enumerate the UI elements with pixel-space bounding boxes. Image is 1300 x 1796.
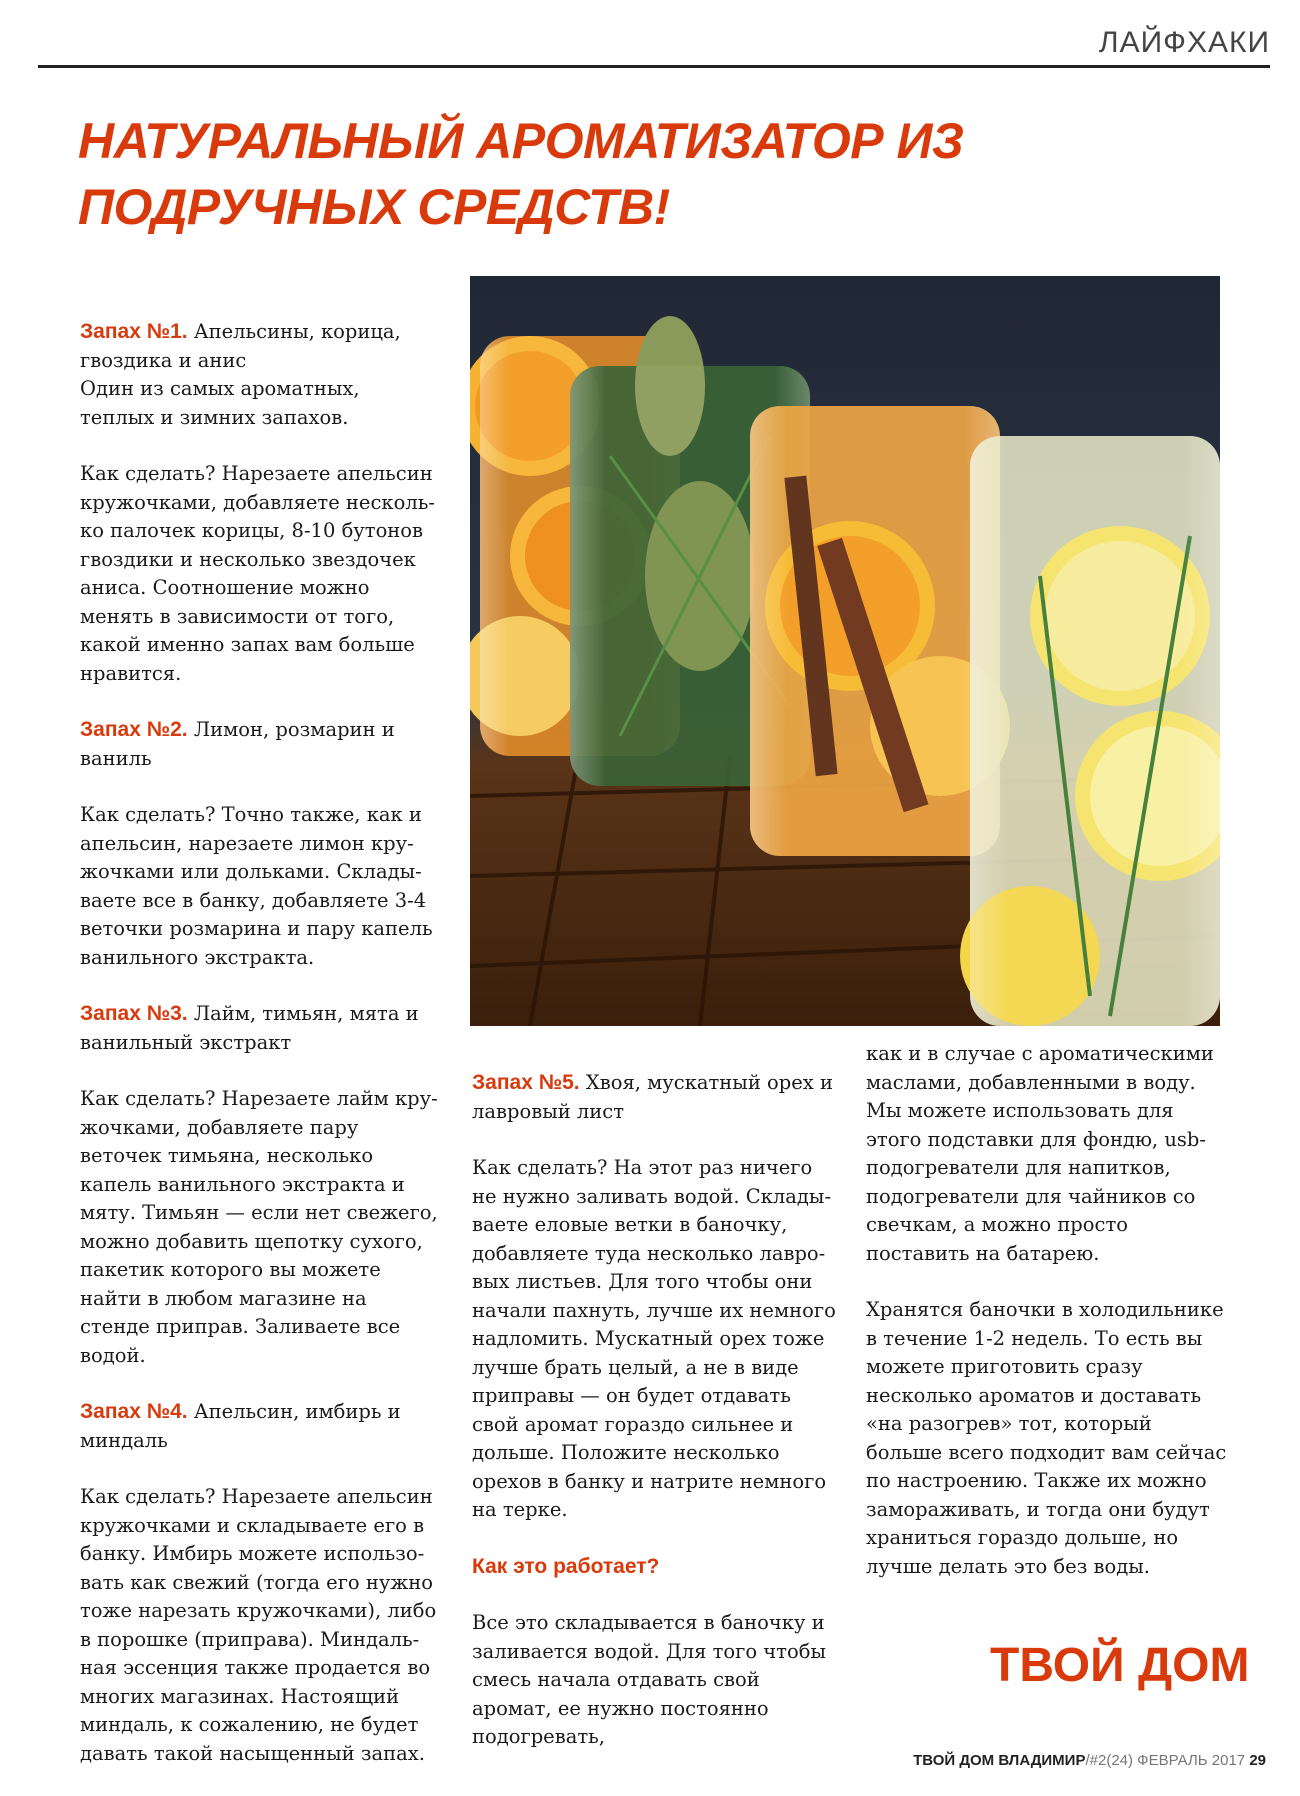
title-line-1: НАТУРАЛЬНЫЙ АРОМАТИЗАТОР ИЗ [78, 113, 964, 169]
scent-4-label: Запах №4. [80, 1400, 188, 1423]
column-3 [866, 1040, 1231, 1609]
scent-1-intro: Один из самых ароматных, теплых и зимних запахов. [80, 377, 360, 429]
scent-2-block [80, 716, 440, 773]
jars-illustration [470, 276, 1220, 1026]
scent-1-ingredients: Апельсины, корица, гвоздика и анис [80, 320, 401, 372]
scent-1-block [80, 318, 440, 432]
how-it-works-heading: Как это работает? [472, 1554, 660, 1578]
column-2 [472, 1069, 837, 1780]
scent-4-block [80, 1398, 440, 1455]
footer-magazine: ТВОЙ ДОМ ВЛАДИМИР [913, 1752, 1086, 1769]
title-line-2: ПОДРУЧНЫХ СРЕДСТВ! [78, 179, 670, 235]
how-it-works-block [472, 1553, 837, 1582]
article-title [78, 108, 978, 240]
scent-3-ingredients: Лайм, тимьян, мята и ванильный экстракт [80, 1002, 419, 1054]
how-it-works-p3: Хранятся баночки в холодильнике в течение 1-2 недель. То есть вы можете приготовить сразу несколько ароматов и доставать «на разогрев» тот, который больше всего подходит вам сейчас по настроению. Также их можно замораживать, и тогда они будут храниться гораздо дольше, но лучше делать это без воды. [866, 1298, 1227, 1578]
how-it-works-p1: Все это складывается в баночку и заливается водой. Для того чтобы смесь начала отдавать свой аромат, ее нужно постоянно подогревать, [472, 1611, 826, 1748]
scent-1-howto: Как сделать? Нарезаете апельсин кружочками, добавляете несколько палочек корицы, 8-10 бутонов гвоздики и несколько звездочек аниса. Соотношение можно менять в зависимости от того, какой именно запах вам больше нравится. [80, 462, 435, 685]
scent-4-ingredients: Апельсин, имбирь и миндаль [80, 1400, 401, 1452]
page-footer [913, 1752, 1266, 1769]
scent-2-ingredients: Лимон, розмарин и ваниль [80, 718, 395, 770]
scent-3-howto: Как сделать? Нарезаете лайм кружочками, добавляете пару веточек тимьяна, несколько капель ванильного экстракта и мяту. Тимьян — если нет свежего, можно добавить щепотку сухого, пакетик которого вы можете найти в любом магазине на стенде приправ. Заливаете все водой. [80, 1087, 438, 1367]
scent-2-label: Запах №2. [80, 718, 188, 741]
brand-logo: ТВОЙ ДОМ [990, 1639, 1250, 1692]
scent-5-label: Запах №5. [472, 1071, 580, 1094]
scent-5-ingredients: Хвоя, мускатный орех и лавровый лист [472, 1071, 833, 1123]
jars-photo [470, 276, 1220, 1026]
scent-1-label: Запах №1. [80, 320, 188, 343]
section-label: ЛАЙФХАКИ [1098, 26, 1270, 59]
scent-4-howto: Как сделать? Нарезаете апельсин кружочками и складываете его в банку. Имбирь можете использовать как свежий (тогда его нужно тоже нарезать кружочками), либо в порошке (приправа). Миндальная эссенция также продается во многих магазинах. Настоящий миндаль, к сожалению, не будет давать такой насыщенный запах. [80, 1485, 437, 1765]
scent-5-howto: Как сделать? На этот раз ничего не нужно заливать водой. Складываете еловые ветки в баночку, добавляете туда несколько лавровых листьев. Для того чтобы они начали пахнуть, лучше их немного надломить. Мускатный орех тоже лучше брать целый, а не в виде приправы — он будет отдавать свой аромат гораздо сильнее и дольше. Положите несколько орехов в банку и натрите немного на терке. [472, 1156, 836, 1521]
scent-3-block [80, 1000, 440, 1057]
scent-5-block [472, 1069, 837, 1126]
jar-lemon [960, 436, 1220, 1026]
header-rule [38, 65, 1270, 68]
how-it-works-p2: как и в случае с ароматическими маслами, добавленными в воду. Мы можете использовать для этого подставки для фондю, usb-подогреватели для напитков, подогреватели для чайников со свечкам, а можно просто поставить на батарею. [866, 1042, 1214, 1265]
footer-issue: /#2(24) ФЕВРАЛЬ 2017 [1085, 1752, 1246, 1769]
scent-3-label: Запах №3. [80, 1002, 188, 1025]
column-1 [80, 318, 440, 1796]
scent-2-howto: Как сделать? Точно также, как и апельсин, нарезаете лимон кружочками или дольками. Складываете все в банку, добавляете 3-4 веточки розмарина и пару капель ванильного экстракта. [80, 803, 433, 969]
page-number: 29 [1249, 1752, 1266, 1769]
